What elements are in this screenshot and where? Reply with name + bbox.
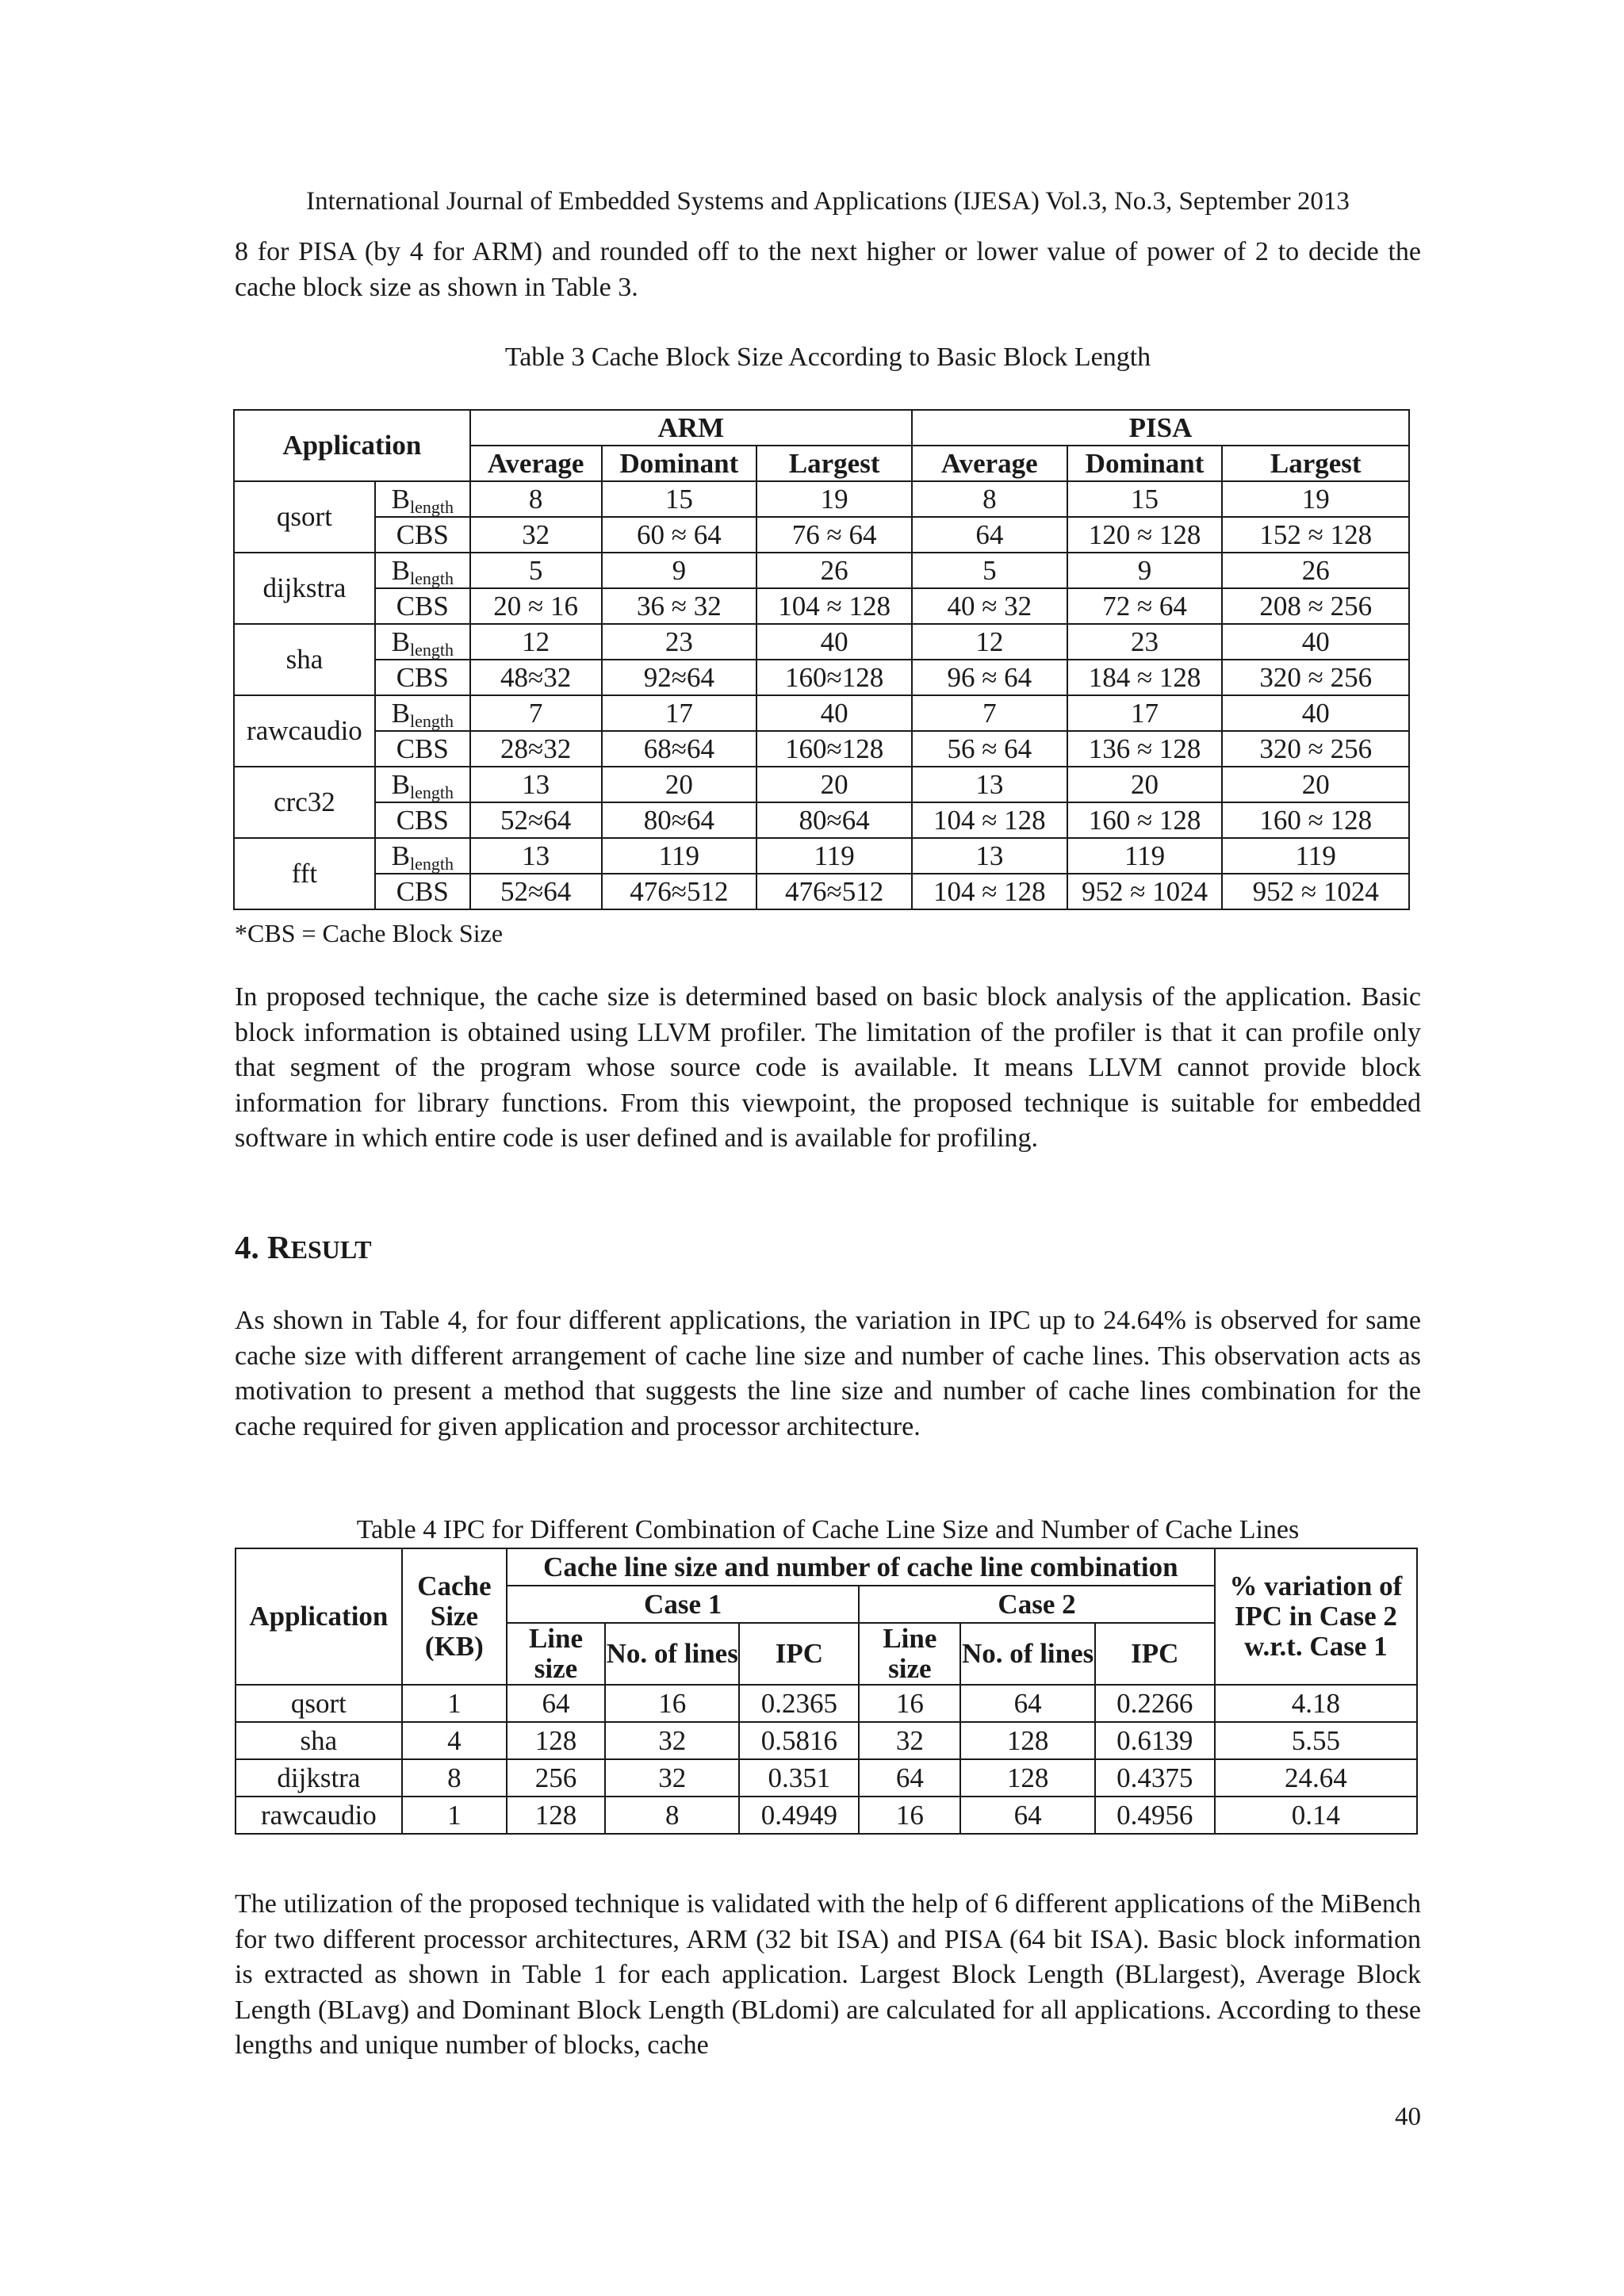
t4-cell: 16 bbox=[859, 1685, 960, 1722]
t4-header-case2: Case 2 bbox=[859, 1586, 1214, 1623]
t3-cbs-cell: 40 ≈ 32 bbox=[912, 588, 1067, 624]
t4-header-case1-ipc: IPC bbox=[739, 1623, 859, 1685]
table-row bbox=[236, 1685, 1417, 1722]
t3-cbs-cell: 20 ≈ 16 bbox=[470, 588, 602, 624]
t4-cell: 128 bbox=[960, 1722, 1094, 1759]
t4-cell: 0.14 bbox=[1215, 1797, 1417, 1834]
t3-cbs-cell: 60 ≈ 64 bbox=[602, 517, 757, 553]
t3-cbs-cell: 160 ≈ 128 bbox=[1222, 802, 1409, 838]
t3-blength-cell: 7 bbox=[912, 695, 1067, 731]
t3-cbs-cell: 104 ≈ 128 bbox=[756, 588, 912, 624]
t3-blength-cell: 13 bbox=[912, 838, 1067, 874]
t4-cell: 0.4956 bbox=[1095, 1797, 1215, 1834]
t3-app-name: crc32 bbox=[234, 767, 375, 838]
t3-app-name: rawcaudio bbox=[234, 695, 375, 767]
t4-cell: 4.18 bbox=[1215, 1685, 1417, 1722]
paragraph-technique: In proposed technique, the cache size is determined based on basic block analysis of the application. Basic block information is obtained using LLVM profiler. The limitation of the profiler is that it can profile only that segment of the program whose source code is available. It means LLVM cannot provide block information for library functions. From this viewpoint, the proposed technique is suitable for embedded software in which entire code is user defined and is available for profiling. bbox=[235, 982, 1421, 1153]
t3-blength-label bbox=[375, 695, 470, 731]
t3-blength-cell: 23 bbox=[602, 624, 757, 660]
t3-blength-cell: 13 bbox=[912, 767, 1067, 802]
t3-cbs-cell: 80≈64 bbox=[602, 802, 757, 838]
t3-blength-cell: 40 bbox=[756, 624, 912, 660]
t3-blength-cell: 8 bbox=[470, 481, 602, 517]
t3-blength-cell: 20 bbox=[1222, 767, 1409, 802]
t3-blength-cell: 23 bbox=[1067, 624, 1223, 660]
t4-cell: 0.6139 bbox=[1095, 1722, 1215, 1759]
blength-main: B bbox=[391, 697, 410, 729]
table-row bbox=[234, 695, 1409, 731]
paragraph-result: As shown in Table 4, for four different applications, the variation in IPC up to 24.64% is observed for same cache size with different arrangement of cache line size and number of cache lines. This observation acts as motivation to present a method that suggests the line size and number of cache lines combination for the cache required for given application and processor architecture. bbox=[235, 1306, 1421, 1441]
table-row bbox=[234, 874, 1409, 909]
t3-blength-cell: 119 bbox=[602, 838, 757, 874]
t3-header-arm-largest: Largest bbox=[756, 446, 912, 481]
blength-sub: length bbox=[409, 496, 454, 517]
t3-cbs-cell: 28≈32 bbox=[470, 731, 602, 767]
table-row bbox=[236, 1759, 1417, 1797]
table-row bbox=[234, 838, 1409, 874]
t3-cbs-cell: 136 ≈ 128 bbox=[1067, 731, 1223, 767]
t3-cbs-cell: 952 ≈ 1024 bbox=[1067, 874, 1223, 909]
t4-cell: 128 bbox=[960, 1759, 1094, 1797]
t3-cbs-label: CBS bbox=[375, 874, 470, 909]
t4-header-application: Application bbox=[236, 1548, 402, 1685]
t3-blength-cell: 9 bbox=[602, 553, 757, 588]
t3-cbs-cell: 52≈64 bbox=[470, 802, 602, 838]
t4-cell: 24.64 bbox=[1215, 1759, 1417, 1797]
t3-app-name: fft bbox=[234, 838, 375, 909]
t3-header-pisa: PISA bbox=[912, 410, 1409, 446]
t3-blength-cell: 8 bbox=[912, 481, 1067, 517]
blength-sub: length bbox=[409, 639, 454, 660]
t3-blength-cell: 15 bbox=[602, 481, 757, 517]
t3-blength-label bbox=[375, 553, 470, 588]
table4-ipc-combination bbox=[235, 1548, 1418, 1835]
t3-cbs-cell: 76 ≈ 64 bbox=[756, 517, 912, 553]
t4-cell: 0.2266 bbox=[1095, 1685, 1215, 1722]
t4-cell: 4 bbox=[402, 1722, 507, 1759]
t4-header-case2-num-lines: No. of lines bbox=[960, 1623, 1094, 1685]
t3-app-name: sha bbox=[234, 624, 375, 695]
t4-header-case1-line-size: Line size bbox=[507, 1623, 605, 1685]
journal-header: International Journal of Embedded Systems and Applications (IJESA) Vol.3, No.3, September 2013 bbox=[306, 187, 1350, 216]
blength-sub: length bbox=[409, 853, 454, 874]
t3-blength-cell: 19 bbox=[1222, 481, 1409, 517]
table3-caption: Table 3 Cache Block Size According to Basic Block Length bbox=[504, 342, 1151, 372]
t3-cbs-cell: 104 ≈ 128 bbox=[912, 874, 1067, 909]
t3-blength-cell: 20 bbox=[756, 767, 912, 802]
table-row bbox=[234, 517, 1409, 553]
t3-blength-cell: 40 bbox=[1222, 695, 1409, 731]
t4-app-name: rawcaudio bbox=[236, 1797, 402, 1834]
t3-cbs-cell: 68≈64 bbox=[602, 731, 757, 767]
section-number: 4. bbox=[235, 1229, 267, 1265]
t4-cell: 64 bbox=[859, 1759, 960, 1797]
t4-cell: 0.5816 bbox=[739, 1722, 859, 1759]
t3-blength-cell: 40 bbox=[756, 695, 912, 731]
t4-cell: 32 bbox=[605, 1722, 739, 1759]
t3-blength-cell: 7 bbox=[470, 695, 602, 731]
t3-header-pisa-dominant: Dominant bbox=[1067, 446, 1223, 481]
t3-header-arm-average: Average bbox=[470, 446, 602, 481]
t4-cell: 16 bbox=[605, 1685, 739, 1722]
blength-main: B bbox=[391, 626, 410, 657]
table-row bbox=[236, 1797, 1417, 1834]
table-row bbox=[234, 767, 1409, 802]
table4-caption: Table 4 IPC for Different Combination of Cache Line Size and Number of Cache Lines bbox=[356, 1515, 1300, 1544]
t3-blength-cell: 13 bbox=[470, 767, 602, 802]
table-row bbox=[234, 624, 1409, 660]
t4-header-case1: Case 1 bbox=[507, 1586, 859, 1623]
t3-blength-cell: 40 bbox=[1222, 624, 1409, 660]
t3-blength-cell: 13 bbox=[470, 838, 602, 874]
blength-main: B bbox=[391, 554, 410, 586]
t3-blength-label bbox=[375, 838, 470, 874]
t3-cbs-label: CBS bbox=[375, 588, 470, 624]
t3-blength-cell: 119 bbox=[1067, 838, 1223, 874]
t4-cell: 32 bbox=[859, 1722, 960, 1759]
t3-cbs-cell: 120 ≈ 128 bbox=[1067, 517, 1223, 553]
paragraph-validation: The utilization of the proposed technique is validated with the help of 6 different applications of the MiBench for two different processor architectures, ARM (32 bit ISA) and PISA (64 bit ISA). Basic block information is extracted as shown in Table 1 for each application. Largest Block Length (BLlargest), Average Block Length (BLavg) and Dominant Block Length (BLdomi) are calculated for all applications. According to these lengths and unique number of blocks, cache bbox=[235, 1889, 1421, 2060]
table-row bbox=[234, 731, 1409, 767]
t3-blength-cell: 12 bbox=[912, 624, 1067, 660]
t4-header-case2-ipc: IPC bbox=[1095, 1623, 1215, 1685]
t4-header-case2-line-size: Line size bbox=[859, 1623, 960, 1685]
t3-blength-cell: 5 bbox=[912, 553, 1067, 588]
t4-cell: 1 bbox=[402, 1797, 507, 1834]
t4-cell: 5.55 bbox=[1215, 1722, 1417, 1759]
t3-blength-label bbox=[375, 481, 470, 517]
table-row bbox=[234, 588, 1409, 624]
t4-header-cache-size: Cache Size (KB) bbox=[402, 1548, 507, 1685]
table-row bbox=[234, 553, 1409, 588]
t3-blength-cell: 19 bbox=[756, 481, 912, 517]
page-number: 40 bbox=[1395, 2103, 1421, 2131]
blength-sub: length bbox=[409, 568, 454, 588]
t3-cbs-cell: 92≈64 bbox=[602, 660, 757, 695]
t3-blength-cell: 26 bbox=[756, 553, 912, 588]
t4-header-combination: Cache line size and number of cache line combination bbox=[507, 1548, 1215, 1586]
t3-header-arm: ARM bbox=[470, 410, 912, 446]
t4-cell: 8 bbox=[605, 1797, 739, 1834]
t3-cbs-cell: 48≈32 bbox=[470, 660, 602, 695]
t4-cell: 16 bbox=[859, 1797, 960, 1834]
t3-cbs-cell: 52≈64 bbox=[470, 874, 602, 909]
t3-cbs-cell: 160 ≈ 128 bbox=[1067, 802, 1223, 838]
t4-cell: 0.4949 bbox=[739, 1797, 859, 1834]
t3-cbs-cell: 56 ≈ 64 bbox=[912, 731, 1067, 767]
t3-header-arm-dominant: Dominant bbox=[602, 446, 757, 481]
blength-main: B bbox=[391, 483, 410, 515]
t3-cbs-cell: 476≈512 bbox=[602, 874, 757, 909]
t3-header-pisa-average: Average bbox=[912, 446, 1067, 481]
t4-app-name: dijkstra bbox=[236, 1759, 402, 1797]
section-heading-result bbox=[235, 1227, 372, 1269]
t3-cbs-label: CBS bbox=[375, 517, 470, 553]
t4-cell: 0.4375 bbox=[1095, 1759, 1215, 1797]
t3-cbs-cell: 104 ≈ 128 bbox=[912, 802, 1067, 838]
t3-cbs-cell: 64 bbox=[912, 517, 1067, 553]
table-row bbox=[234, 802, 1409, 838]
table3-cache-block-size bbox=[233, 409, 1410, 910]
t3-cbs-cell: 160≈128 bbox=[756, 660, 912, 695]
t3-blength-label bbox=[375, 624, 470, 660]
t3-blength-cell: 12 bbox=[470, 624, 602, 660]
t4-cell: 64 bbox=[507, 1685, 605, 1722]
table3-footnote: *CBS = Cache Block Size bbox=[235, 919, 504, 947]
t4-body bbox=[236, 1685, 1417, 1834]
blength-main: B bbox=[391, 840, 410, 871]
t3-header-pisa-largest: Largest bbox=[1222, 446, 1409, 481]
t3-blength-cell: 17 bbox=[602, 695, 757, 731]
t4-cell: 256 bbox=[507, 1759, 605, 1797]
t3-blength-cell: 5 bbox=[470, 553, 602, 588]
t3-cbs-label: CBS bbox=[375, 731, 470, 767]
t3-cbs-cell: 476≈512 bbox=[756, 874, 912, 909]
t3-cbs-cell: 184 ≈ 128 bbox=[1067, 660, 1223, 695]
t3-body bbox=[234, 481, 1409, 909]
t3-app-name: qsort bbox=[234, 481, 375, 553]
t4-cell: 32 bbox=[605, 1759, 739, 1797]
t3-blength-cell: 20 bbox=[602, 767, 757, 802]
t3-cbs-cell: 80≈64 bbox=[756, 802, 912, 838]
blength-sub: length bbox=[409, 782, 454, 802]
t3-cbs-cell: 72 ≈ 64 bbox=[1067, 588, 1223, 624]
t4-cell: 128 bbox=[507, 1797, 605, 1834]
t3-blength-cell: 15 bbox=[1067, 481, 1223, 517]
section-title-first: R bbox=[267, 1229, 291, 1265]
t3-blength-cell: 119 bbox=[1222, 838, 1409, 874]
t3-cbs-label: CBS bbox=[375, 660, 470, 695]
paragraph-intro: 8 for PISA (by 4 for ARM) and rounded off to the next higher or lower value of power of 2 to decide the cache block size as shown in Table 3. bbox=[235, 237, 1421, 302]
t4-header-variation: % variation of IPC in Case 2 w.r.t. Case 1 bbox=[1215, 1548, 1417, 1685]
t3-blength-cell: 119 bbox=[756, 838, 912, 874]
t4-app-name: sha bbox=[236, 1722, 402, 1759]
t4-cell: 64 bbox=[960, 1797, 1094, 1834]
t3-cbs-cell: 32 bbox=[470, 517, 602, 553]
t4-app-name: qsort bbox=[236, 1685, 402, 1722]
t3-blength-cell: 26 bbox=[1222, 553, 1409, 588]
t3-app-name: dijkstra bbox=[234, 553, 375, 624]
t3-cbs-cell: 952 ≈ 1024 bbox=[1222, 874, 1409, 909]
t3-blength-cell: 17 bbox=[1067, 695, 1223, 731]
t4-cell: 0.351 bbox=[739, 1759, 859, 1797]
t3-cbs-label: CBS bbox=[375, 802, 470, 838]
t4-cell: 64 bbox=[960, 1685, 1094, 1722]
t3-cbs-cell: 160≈128 bbox=[756, 731, 912, 767]
t4-cell: 1 bbox=[402, 1685, 507, 1722]
t4-cell: 0.2365 bbox=[739, 1685, 859, 1722]
section-title-rest: ESULT bbox=[290, 1235, 372, 1264]
blength-sub: length bbox=[409, 710, 454, 731]
t3-cbs-cell: 36 ≈ 32 bbox=[602, 588, 757, 624]
t4-cell: 8 bbox=[402, 1759, 507, 1797]
t4-cell: 128 bbox=[507, 1722, 605, 1759]
t4-header-case1-num-lines: No. of lines bbox=[605, 1623, 739, 1685]
t3-cbs-cell: 320 ≈ 256 bbox=[1222, 731, 1409, 767]
t3-blength-label bbox=[375, 767, 470, 802]
t3-cbs-cell: 320 ≈ 256 bbox=[1222, 660, 1409, 695]
table-row bbox=[234, 481, 1409, 517]
blength-main: B bbox=[391, 768, 410, 800]
table-row bbox=[236, 1722, 1417, 1759]
t3-cbs-cell: 208 ≈ 256 bbox=[1222, 588, 1409, 624]
table-row bbox=[234, 660, 1409, 695]
t3-cbs-cell: 152 ≈ 128 bbox=[1222, 517, 1409, 553]
t3-blength-cell: 9 bbox=[1067, 553, 1223, 588]
t3-header-application: Application bbox=[234, 410, 470, 481]
t3-cbs-cell: 96 ≈ 64 bbox=[912, 660, 1067, 695]
t3-blength-cell: 20 bbox=[1067, 767, 1223, 802]
